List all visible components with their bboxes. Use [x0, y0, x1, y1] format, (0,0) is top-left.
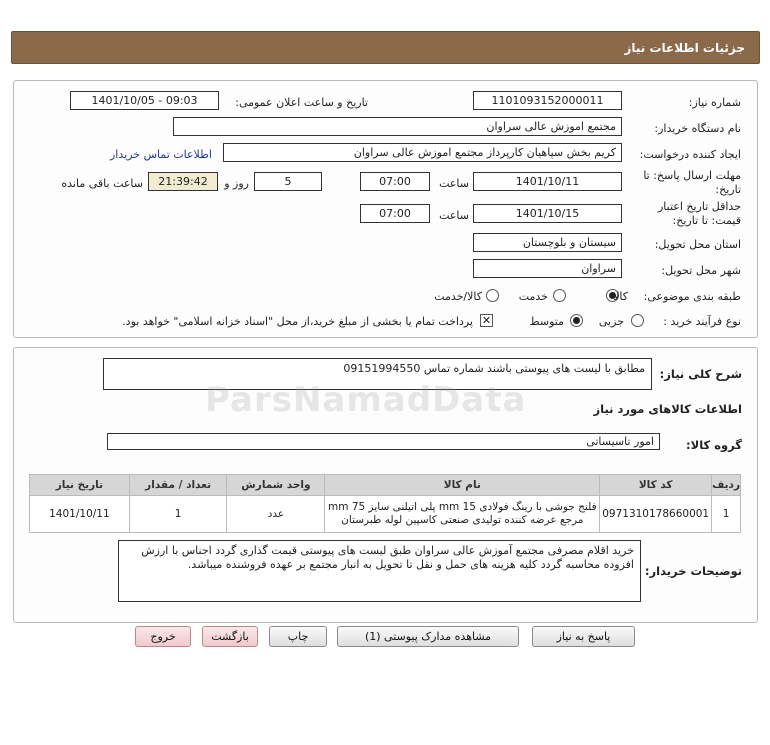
reply-deadline-label: مهلت ارسال پاسخ: تا تاریخ:: [643, 169, 741, 196]
price-validity-date-field: 1401/10/15: [473, 204, 622, 223]
col-name: نام کالا: [325, 475, 600, 496]
delivery-city-label: شهر محل تحویل:: [661, 264, 741, 277]
need-number-label: شماره نیاز:: [688, 96, 741, 109]
announce-datetime-field: 1401/10/05 - 09:03: [70, 91, 219, 110]
reply-deadline-time-label: ساعت: [439, 177, 469, 190]
cell-name-line1: فلنج جوشی با رینگ فولادی mm 15 پلی اتیلنی سایز mm 75: [328, 501, 597, 513]
buyer-notes-label: توضیحات خریدار:: [644, 564, 742, 578]
treasury-note: پرداخت تمام یا بخشی از مبلغ خرید،از محل "اسناد خزانه اسلامی" خواهد بود.: [122, 315, 473, 328]
category-service-radio[interactable]: [553, 289, 566, 302]
category-goods-label: کالا: [613, 290, 628, 303]
reply-days-label: روز و: [224, 177, 249, 190]
back-button[interactable]: بازگشت: [202, 626, 258, 647]
col-code: کد کالا: [600, 475, 712, 496]
delivery-city-field: سراوان: [473, 259, 622, 278]
attachments-button[interactable]: مشاهده مدارک پیوستی (1): [337, 626, 519, 647]
treasury-checkbox[interactable]: ✕: [481, 314, 492, 327]
cell-code: 0971310178660001: [600, 496, 712, 533]
general-desc-box: مطابق با لیست های پیوستی باشند شماره تماس 09151994550: [103, 358, 652, 390]
price-validity-time-label: ساعت: [439, 209, 469, 222]
col-qty: تعداد / مقدار: [129, 475, 227, 496]
price-validity-time-field: 07:00: [360, 204, 430, 223]
reply-days-field: 5: [254, 172, 322, 191]
watermark: ParsNamadData: [205, 380, 527, 420]
remaining-time-label: ساعت باقی مانده: [61, 177, 143, 190]
delivery-province-field: سیستان و بلوچستان: [473, 233, 622, 252]
announce-datetime-label: تاریخ و ساعت اعلان عمومی:: [235, 96, 368, 109]
col-date: تاریخ نیاز: [30, 475, 130, 496]
buyer-contact-link[interactable]: اطلاعات تماس خریدار: [110, 148, 212, 161]
process-minor-radio[interactable]: [631, 314, 644, 327]
goods-info-title: اطلاعات کالاهای مورد نیاز: [593, 402, 742, 416]
process-medium-radio[interactable]: [570, 314, 583, 327]
category-label: طبقه بندی موضوعی:: [643, 290, 741, 303]
page-title: جزئیات اطلاعات نیاز: [624, 41, 745, 55]
need-number-field: 1101093152000011: [473, 91, 622, 110]
col-unit: واحد شمارش: [227, 475, 325, 496]
category-goods-service-label: کالا/خدمت: [434, 290, 482, 303]
print-button[interactable]: چاپ: [269, 626, 327, 647]
cell-name-line2: مرجع عرضه کننده تولیدی صنعتی کاسپین لوله طبرستان: [341, 514, 584, 526]
requester-label: ایجاد کننده درخواست:: [639, 148, 741, 161]
table-row: [30, 496, 741, 533]
items-table: [29, 474, 741, 533]
requester-field: کریم بخش سپاهیان کارپرداز مجتمع اموزش عالی سراوان: [223, 143, 622, 162]
price-validity-label: حداقل تاریخ اعتبار قیمت: تا تاریخ:: [657, 200, 741, 227]
cell-row: 1: [712, 496, 741, 533]
category-goods-service-radio[interactable]: [486, 289, 499, 302]
category-service-label: خدمت: [518, 290, 548, 303]
cell-date: 1401/10/11: [30, 496, 130, 533]
process-type-label: نوع فرآیند خرید :: [663, 315, 741, 328]
buyer-org-label: نام دستگاه خریدار:: [654, 122, 741, 135]
process-medium-label: متوسط: [529, 315, 564, 328]
cell-qty: 1: [129, 496, 227, 533]
buyer-org-field: مجتمع اموزش عالی سراوان: [173, 117, 622, 136]
page-header: [11, 31, 760, 64]
process-minor-label: جزیی: [598, 315, 624, 328]
remaining-time-field: 21:39:42: [148, 172, 218, 191]
goods-group-field: امور تاسیساتی: [107, 433, 660, 450]
buyer-notes-box: خرید اقلام مصرفی مجتمع آموزش عالی سراوان طبق لیست های پیوستی قیمت گذاری گردد اجناس با ارزش افزوده محاسبه گردد کلیه هزینه های حمل و نقل تا تحویل به انبار مجتمع بر عهده فروشنده میباشد.: [118, 540, 641, 602]
reply-deadline-date-field: 1401/10/11: [473, 172, 622, 191]
col-row: ردیف: [712, 475, 741, 496]
items-table-header: [30, 475, 741, 496]
cell-unit: عدد: [227, 496, 325, 533]
general-desc-label: شرح کلی نیاز:: [659, 367, 742, 381]
reply-button[interactable]: پاسخ به نیاز: [532, 626, 635, 647]
cell-name: [325, 496, 600, 533]
exit-button[interactable]: خروج: [135, 626, 191, 647]
goods-group-label: گروه کالا:: [686, 438, 742, 452]
delivery-province-label: استان محل تحویل:: [654, 238, 741, 251]
reply-deadline-time-field: 07:00: [360, 172, 430, 191]
